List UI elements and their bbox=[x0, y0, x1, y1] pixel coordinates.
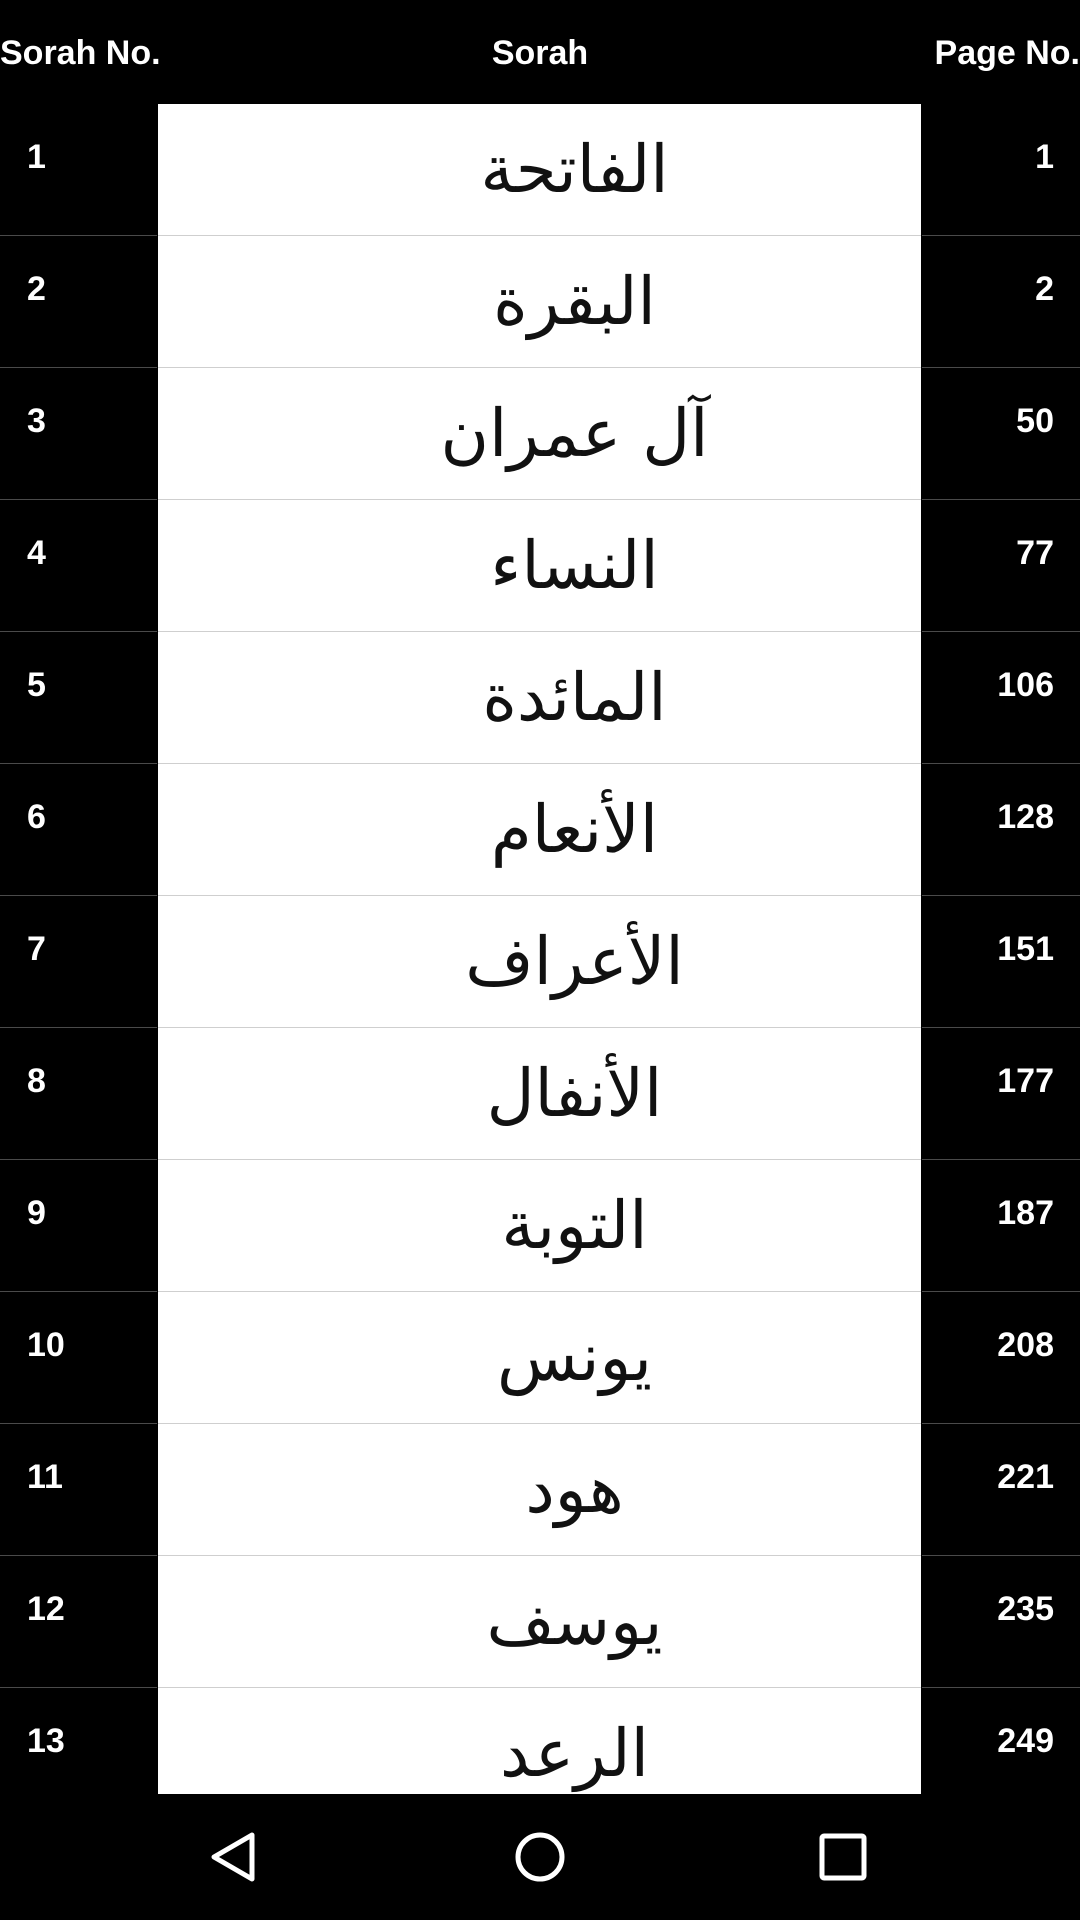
page-number: 177 bbox=[997, 1062, 1054, 1100]
page-number: 106 bbox=[997, 666, 1054, 704]
header-sorah: Sorah bbox=[491, 34, 589, 72]
table-row[interactable] bbox=[0, 764, 1080, 896]
sorah-name-cell[interactable] bbox=[158, 368, 921, 500]
page-number-cell bbox=[922, 104, 1080, 236]
sorah-name: المائدة bbox=[482, 659, 667, 736]
sorah-name: الفاتحة bbox=[480, 131, 669, 208]
sorah-name: الأنعام bbox=[490, 791, 659, 868]
home-circle-icon[interactable] bbox=[510, 1827, 570, 1887]
sorah-name: هود bbox=[525, 1451, 624, 1528]
sorah-number: 4 bbox=[27, 534, 46, 572]
sorah-name: البقرة bbox=[493, 263, 656, 340]
sorah-number: 1 bbox=[27, 138, 46, 176]
sorah-name-cell[interactable] bbox=[158, 500, 921, 632]
sorah-number-cell bbox=[0, 236, 157, 368]
sorah-number-cell bbox=[0, 368, 157, 500]
sorah-number: 13 bbox=[27, 1722, 65, 1760]
table-row[interactable] bbox=[0, 368, 1080, 500]
page-number-cell bbox=[922, 632, 1080, 764]
sorah-number-cell bbox=[0, 1028, 157, 1160]
recent-apps-square-icon[interactable] bbox=[813, 1827, 873, 1887]
sorah-number: 6 bbox=[27, 798, 46, 836]
page-number-cell bbox=[922, 1424, 1080, 1556]
page-number: 77 bbox=[1016, 534, 1054, 572]
page-number-cell bbox=[922, 1556, 1080, 1688]
sorah-number: 10 bbox=[27, 1326, 65, 1364]
page-number: 128 bbox=[997, 798, 1054, 836]
sorah-name-cell[interactable] bbox=[158, 1028, 921, 1160]
sorah-number-cell bbox=[0, 1292, 157, 1424]
sorah-name-cell[interactable] bbox=[158, 1424, 921, 1556]
sorah-name: الأنفال bbox=[486, 1055, 663, 1132]
table-row[interactable] bbox=[0, 1424, 1080, 1556]
sorah-number: 3 bbox=[27, 402, 46, 440]
sorah-name-cell[interactable] bbox=[158, 1688, 921, 1794]
sorah-name-cell[interactable] bbox=[158, 1160, 921, 1292]
page-number: 50 bbox=[1016, 402, 1054, 440]
page-number: 187 bbox=[997, 1194, 1054, 1232]
table-row[interactable] bbox=[0, 1556, 1080, 1688]
table-header bbox=[0, 0, 1080, 104]
sorah-name: آل عمران bbox=[440, 395, 709, 472]
sorah-name-cell[interactable] bbox=[158, 764, 921, 896]
table-row[interactable] bbox=[0, 896, 1080, 1028]
page-number: 151 bbox=[997, 930, 1054, 968]
sorah-number-cell bbox=[0, 104, 157, 236]
page-number-cell bbox=[922, 764, 1080, 896]
table-row[interactable] bbox=[0, 1292, 1080, 1424]
page-number-cell bbox=[922, 896, 1080, 1028]
table-row[interactable] bbox=[0, 236, 1080, 368]
sorah-number: 9 bbox=[27, 1194, 46, 1232]
sorah-list[interactable] bbox=[0, 104, 1080, 1794]
page-number: 221 bbox=[997, 1458, 1054, 1496]
sorah-number-cell bbox=[0, 896, 157, 1028]
page-number-cell bbox=[922, 1292, 1080, 1424]
sorah-name-cell[interactable] bbox=[158, 896, 921, 1028]
sorah-name: النساء bbox=[490, 527, 659, 604]
page-number-cell bbox=[922, 1028, 1080, 1160]
sorah-number: 5 bbox=[27, 666, 46, 704]
sorah-number-cell bbox=[0, 764, 157, 896]
sorah-name: يونس bbox=[497, 1319, 652, 1396]
sorah-name-cell[interactable] bbox=[158, 1556, 921, 1688]
table-row[interactable] bbox=[0, 1028, 1080, 1160]
sorah-name-cell[interactable] bbox=[158, 632, 921, 764]
page-number-cell bbox=[922, 1688, 1080, 1794]
header-page-no: Page No. bbox=[934, 34, 1080, 72]
table-row[interactable] bbox=[0, 500, 1080, 632]
sorah-number-cell bbox=[0, 1160, 157, 1292]
sorah-number-cell bbox=[0, 1424, 157, 1556]
page-number-cell bbox=[922, 368, 1080, 500]
table-row[interactable] bbox=[0, 1688, 1080, 1794]
back-triangle-icon[interactable] bbox=[206, 1827, 266, 1887]
page-number: 1 bbox=[1035, 138, 1054, 176]
sorah-number-cell bbox=[0, 1688, 157, 1794]
sorah-name-cell[interactable] bbox=[158, 104, 921, 236]
table-row[interactable] bbox=[0, 632, 1080, 764]
table-row[interactable] bbox=[0, 1160, 1080, 1292]
sorah-number: 2 bbox=[27, 270, 46, 308]
header-sorah-no: Sorah No. bbox=[0, 34, 161, 72]
page-number-cell bbox=[922, 500, 1080, 632]
sorah-number-cell bbox=[0, 632, 157, 764]
sorah-number: 11 bbox=[27, 1458, 63, 1496]
page-number: 249 bbox=[997, 1722, 1054, 1760]
sorah-name: الأعراف bbox=[465, 923, 684, 1000]
sorah-number-cell bbox=[0, 500, 157, 632]
page-number: 2 bbox=[1035, 270, 1054, 308]
table-row[interactable] bbox=[0, 104, 1080, 236]
page-number-cell bbox=[922, 236, 1080, 368]
system-navigation-bar bbox=[0, 1794, 1080, 1920]
sorah-number-cell bbox=[0, 1556, 157, 1688]
sorah-name: يوسف bbox=[486, 1583, 663, 1660]
sorah-name-cell[interactable] bbox=[158, 236, 921, 368]
sorah-name: التوبة bbox=[501, 1187, 648, 1264]
page-number: 208 bbox=[997, 1326, 1054, 1364]
sorah-number: 7 bbox=[27, 930, 46, 968]
sorah-name: الرعد bbox=[500, 1715, 649, 1792]
page-number: 235 bbox=[997, 1590, 1054, 1628]
sorah-number: 12 bbox=[27, 1590, 65, 1628]
sorah-number: 8 bbox=[27, 1062, 46, 1100]
sorah-name-cell[interactable] bbox=[158, 1292, 921, 1424]
page-number-cell bbox=[922, 1160, 1080, 1292]
